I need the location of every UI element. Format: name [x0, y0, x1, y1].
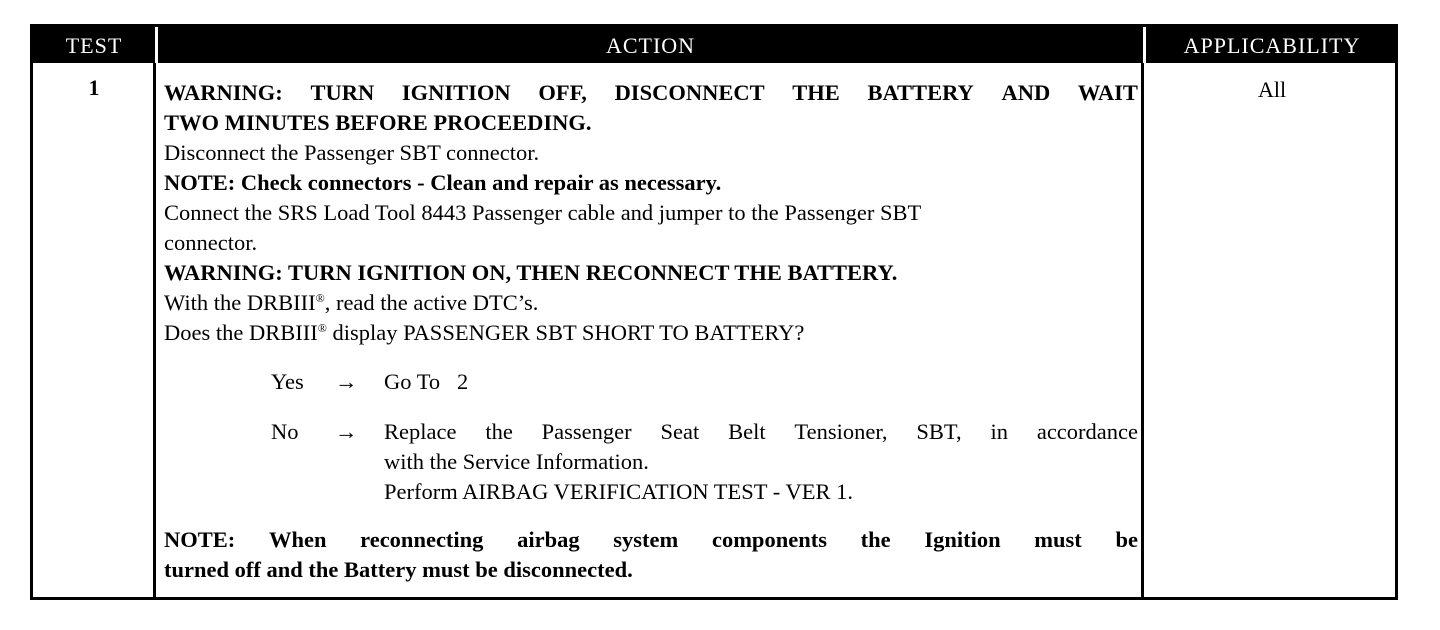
- column-divider: [1141, 63, 1144, 597]
- branch-yes: [164, 367, 1138, 397]
- question: [164, 318, 1138, 348]
- no-word: Tensioner,: [794, 419, 888, 444]
- warning-ignition-off: [164, 78, 1138, 108]
- note-word: Ignition: [924, 527, 1001, 552]
- applicability-value: All: [1257, 77, 1287, 102]
- yes-label: Yes: [271, 369, 304, 394]
- warning-word: OFF,: [538, 80, 587, 105]
- warning-word: WAIT: [1077, 80, 1138, 105]
- step-connect-line2: connector.: [164, 230, 258, 255]
- registered-mark: ®: [315, 291, 325, 305]
- step-read-suffix: , read the active DTC’s.: [324, 290, 539, 315]
- no-word: in: [990, 419, 1008, 444]
- step-read-dtc: [164, 288, 1138, 318]
- warning-word: AND: [1001, 80, 1051, 105]
- header-action: ACTION: [605, 33, 696, 58]
- note-word: NOTE:: [164, 527, 236, 552]
- note-word: must: [1034, 527, 1082, 552]
- no-word: Replace: [384, 419, 457, 444]
- registered-mark: ®: [317, 321, 327, 335]
- no-word: SBT,: [916, 419, 962, 444]
- diagnostic-test-table: [30, 24, 1398, 600]
- note-word: reconnecting: [360, 527, 484, 552]
- header-applicability: APPLICABILITY: [1183, 33, 1361, 58]
- step-connect-line1: Connect the SRS Load Tool 8443 Passenger cable and jumper to the Passenger SBT: [164, 200, 922, 225]
- note-word: components: [711, 527, 827, 552]
- no-label: No: [271, 419, 299, 444]
- no-word: Seat: [660, 419, 700, 444]
- final-note-line2: turned off and the Battery must be disconnected.: [164, 557, 633, 582]
- no-action-line2: with the Service Information.: [384, 449, 649, 474]
- branch-no: [164, 417, 1138, 447]
- warning-word: WARNING:: [164, 80, 283, 105]
- column-divider: [153, 63, 156, 597]
- note-word: be: [1115, 527, 1138, 552]
- note-word: When: [268, 527, 327, 552]
- no-word: Passenger: [541, 419, 632, 444]
- yes-action: Go To 2: [384, 369, 469, 394]
- final-note-line1: [164, 525, 1138, 555]
- action-cell: [164, 78, 1138, 585]
- warning-word: THE: [792, 80, 840, 105]
- no-word: accordance: [1036, 419, 1138, 444]
- note-word: airbag: [517, 527, 580, 552]
- warning-word: DISCONNECT: [614, 80, 765, 105]
- warning-word: IGNITION: [401, 80, 511, 105]
- arrow-icon: →: [335, 369, 358, 394]
- arrow-icon: →: [335, 419, 358, 444]
- note-word: system: [613, 527, 679, 552]
- warning-ignition-off-line2: TWO MINUTES BEFORE PROCEEDING.: [164, 110, 592, 135]
- table-header: [33, 27, 1395, 63]
- question-suffix: display PASSENGER SBT SHORT TO BATTERY?: [326, 320, 805, 345]
- test-number: 1: [88, 75, 100, 100]
- note-word: the: [860, 527, 891, 552]
- warning-word: BATTERY: [867, 80, 974, 105]
- no-action-line1: [384, 417, 1138, 447]
- header-test: TEST: [65, 33, 123, 58]
- no-word: Belt: [728, 419, 766, 444]
- note-check-connectors: NOTE: Check connectors - Clean and repair as necessary.: [164, 170, 722, 195]
- no-word: the: [485, 419, 513, 444]
- step-disconnect: Disconnect the Passenger SBT connector.: [164, 140, 540, 165]
- question-prefix: Does the DRBIII: [164, 320, 318, 345]
- step-read-prefix: With the DRBIII: [164, 290, 316, 315]
- no-action-line3: Perform AIRBAG VERIFICATION TEST - VER 1.: [384, 479, 853, 504]
- warning-word: TURN: [310, 80, 375, 105]
- warning-ignition-on: WARNING: TURN IGNITION ON, THEN RECONNECT THE BATTERY.: [164, 260, 898, 285]
